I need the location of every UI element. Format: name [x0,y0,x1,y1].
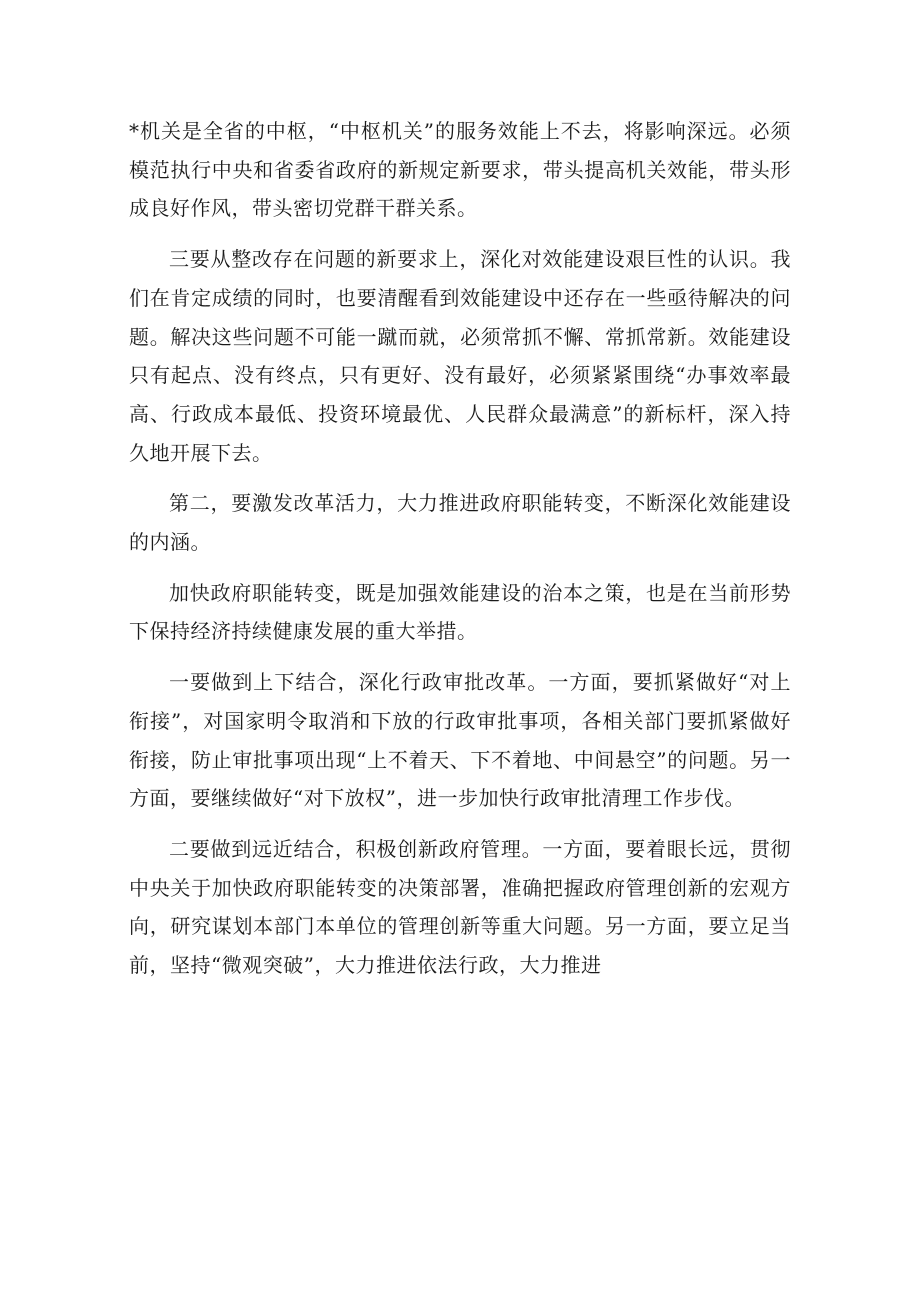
paragraph-2: 三要从整改存在问题的新要求上，深化对效能建设艰巨性的认识。我们在肯定成绩的同时，也要清醒看到效能建设中还存在一些亟待解决的问题。解决这些问题不可能一蹴而就，必须常抓不懈、常抓常新。效能建设只有起点、没有终点，只有更好、没有最好，必须紧紧围绕“办事效率最高、行政成本最低、投资环境最优、人民群众最满意”的新标杆，深入持久地开展下去。 [129,247,791,465]
document-body [129,112,791,997]
paragraph-5: 一要做到上下结合，深化行政审批改革。一方面，要抓紧做好“对上衔接”，对国家明令取消和下放的行政审批事项，各相关部门要抓紧做好衔接，防止审批事项出现“上不着天、下不着地、中间悬空”的问题。另一方面，要继续做好“对下放权”，进一步加快行政审批清理工作步伐。 [129,670,791,811]
paragraph-4: 加快政府职能转变，既是加强效能建设的治本之策，也是在当前形势下保持经济持续健康发展的重大举措。 [129,580,791,644]
paragraph-6: 二要做到远近结合，积极创新政府管理。一方面，要着眼长远，贯彻中央关于加快政府职能转变的决策部署，准确把握政府管理创新的宏观方向，研究谋划本部门本单位的管理创新等重大问题。另一方面，要立足当前，坚持“微观突破”，大力推进依法行政，大力推进 [129,836,791,978]
paragraph-3: 第二，要激发改革活力，大力推进政府职能转变，不断深化效能建设的内涵。 [129,491,791,555]
paragraph-1: *机关是全省的中枢，“中枢机关”的服务效能上不去，将影响深远。必须模范执行中央和省委省政府的新规定新要求，带头提高机关效能，带头形成良好作风，带头密切党群干群关系。 [129,119,791,221]
